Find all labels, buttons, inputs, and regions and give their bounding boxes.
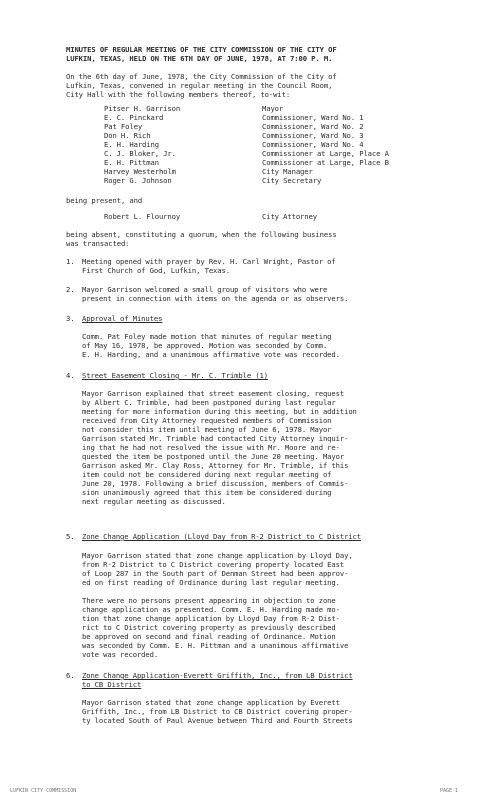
- member-title: Commissioner at Large, Place B: [262, 158, 389, 167]
- item-text: tion that zone change application by Lloyd Day from R-2 Dist-: [82, 614, 340, 623]
- item-text: not consider this item until meeting of June 6, 1978. Mayor: [82, 425, 332, 434]
- intro-line-2: Lufkin, Texas, convened in regular meeting in the Council Room,: [66, 81, 333, 90]
- item-text: Meeting opened with prayer by Rev. H. Carl Wright, Pastor of: [82, 257, 336, 266]
- item-text: Comm. Pat Foley made motion that minutes of regular meeting: [82, 332, 332, 341]
- item-text: June 20, 1978. Following a brief discussion, members of Commis-: [82, 479, 349, 488]
- item-text: Mayor Garrison explained that street easement closing, request: [82, 389, 345, 398]
- item-text: First Church of God, Lufkin, Texas.: [82, 266, 230, 275]
- item-heading: Zone Change Application (Lloyd Day from R-2 District to C District: [82, 532, 361, 541]
- member-title: Mayor: [262, 104, 284, 113]
- item-text: of Loop 287 in the South part of Denman Street had been approv-: [82, 569, 349, 578]
- present-line: being present, and: [66, 196, 143, 205]
- title-line-1: MINUTES OF REGULAR MEETING OF THE CITY COMMISSION OF THE CITY OF: [66, 45, 337, 54]
- absent-member-name: Robert L. Flournoy: [104, 212, 181, 221]
- member-title: Commissioner, Ward No. 3: [262, 131, 364, 140]
- item-text: Griffith, Inc., from LB District to CB District covering proper-: [82, 707, 353, 716]
- item-text: Mayor Garrison welcomed a small group of visitors who were: [82, 285, 328, 294]
- member-name: E. H. Pittman: [104, 158, 159, 167]
- quorum-line-1: being absent, constituting a quorum, when the following business: [66, 230, 337, 239]
- footer-right: PAGE 1: [440, 788, 459, 794]
- item-text: ing that he had not resolved the issue with Mr. Moore and re-: [82, 443, 340, 452]
- intro-line-3: City Hall with the following members thereof, to-wit:: [66, 90, 291, 99]
- item-text: was seconded by Comm. E. H. Pittman and a unanimous affirmative: [82, 641, 349, 650]
- member-title: City Manager: [262, 167, 313, 176]
- item-number: 3.: [66, 314, 75, 323]
- quorum-line-2: was transacted:: [66, 239, 130, 248]
- member-name: C. J. Bloker, Jr.: [104, 149, 176, 158]
- member-name: Pat Foley: [104, 122, 143, 131]
- member-title: Commissioner, Ward No. 2: [262, 122, 364, 131]
- member-title: Commissioner at Large, Place A: [262, 149, 389, 158]
- item-number: 5.: [66, 532, 75, 541]
- intro-line-1: On the 6th day of June, 1978, the City Commission of the City of: [66, 72, 337, 81]
- member-title: Commissioner, Ward No. 4: [262, 140, 364, 149]
- item-text: There were no persons present appearing in objection to zone: [82, 596, 336, 605]
- item-text: be approved on second and final reading of Ordinance. Motion: [82, 632, 336, 641]
- footer-left: LUFKIN CITY COMMISSION: [10, 788, 77, 794]
- item-text: Garrison stated Mr. Trimble had contacted City Attorney inquir-: [82, 434, 349, 443]
- item-heading: Street Easement Closing - Mr. C. Trimble (1): [82, 371, 268, 380]
- item-number: 1.: [66, 257, 75, 266]
- item-text: rict to C District covering property as previously described: [82, 623, 336, 632]
- item-text: ed on first reading of Ordinance during last regular meeting.: [82, 578, 340, 587]
- item-text: E. H. Harding, and a unanimous affirmative vote was recorded.: [82, 350, 340, 359]
- item-text: of May 16, 1978, be approved. Motion was seconded by Comm.: [82, 341, 328, 350]
- item-text: meeting for more information during this meeting, but in addition: [82, 407, 357, 416]
- item-text: sion unanimously agreed that this item be considered during: [82, 488, 332, 497]
- member-name: E. H. Harding: [104, 140, 159, 149]
- item-text: ty located South of Paul Avenue between Third and Fourth Streets: [82, 716, 353, 725]
- absent-member-title: City Attorney: [262, 212, 317, 221]
- member-name: Pitser H. Garrison: [104, 104, 181, 113]
- item-heading-continued: to CB District: [82, 680, 142, 689]
- item-text: item could not be considered during next regular meeting of: [82, 470, 332, 479]
- item-number: 6.: [66, 671, 75, 680]
- item-text: vote was recorded.: [82, 650, 159, 659]
- item-number: 2.: [66, 285, 75, 294]
- item-text: present in connection with items on the agenda or as observers.: [82, 294, 349, 303]
- member-title: City Secretary: [262, 176, 322, 185]
- item-heading: Zone Change Application-Everett Griffith, Inc., from LB District: [82, 671, 353, 680]
- member-name: Roger G. Johnson: [104, 176, 172, 185]
- member-name: Harvey Westerholm: [104, 167, 176, 176]
- member-name: E. C. Pinckard: [104, 113, 164, 122]
- item-heading: Approval of Minutes: [82, 314, 163, 323]
- member-name: Don H. Rich: [104, 131, 151, 140]
- item-text: quested the item be postponed until the June 20 meeting. Mayor: [82, 452, 345, 461]
- item-text: by Albert C. Trimble, had been postponed during last regular: [82, 398, 336, 407]
- item-text: Mayor Garrison stated that zone change application by Lloyd Day,: [82, 551, 353, 560]
- item-text: Garrison asked Mr. Clay Ross, Attorney for Mr. Trimble, if this: [82, 461, 349, 470]
- title-line-2: LUFKIN, TEXAS, HELD ON THE 6TH DAY OF JUNE, 1978, AT 7:00 P. M.: [66, 54, 333, 63]
- item-text: next regular meeting as discussed.: [82, 497, 226, 506]
- item-text: received from City Attorney requested members of Commission: [82, 416, 332, 425]
- item-text: from R-2 District to C District covering property located East: [82, 560, 345, 569]
- member-title: Commissioner, Ward No. 1: [262, 113, 364, 122]
- item-text: change application as presented. Comm. E. H. Harding made mo-: [82, 605, 340, 614]
- item-text: Mayor Garrison stated that zone change application by Everett: [82, 698, 340, 707]
- item-number: 4.: [66, 371, 75, 380]
